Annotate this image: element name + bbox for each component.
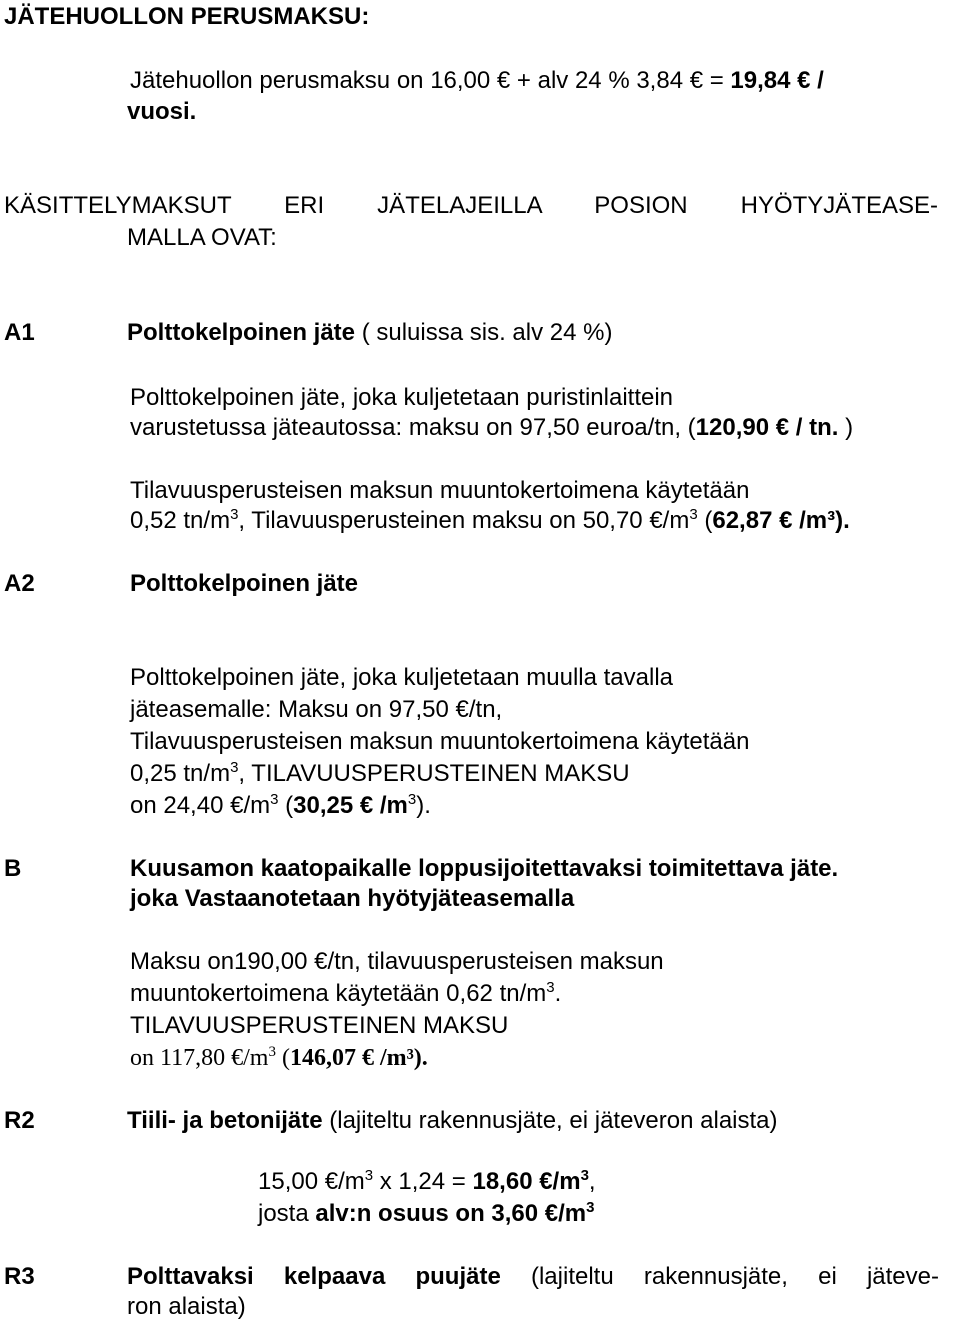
section-code-r2: R2	[4, 1107, 35, 1134]
a1-volume-text: , Tilavuusperusteinen maksu on 50,70 €/m	[238, 507, 690, 534]
a2-volume-label: , TILAVUUSPERUSTEINEN MAKSU	[238, 760, 630, 787]
a2-open: (	[278, 792, 294, 819]
r2-vat-value: alv:n osuus on 3,60 €/m	[315, 1200, 587, 1227]
r2-base: 15,00 €/m	[258, 1168, 365, 1195]
r2-multiplier: x 1,24 =	[373, 1168, 473, 1195]
b-factor: muuntokertoimena käytetään 0,62 tn/m	[130, 980, 547, 1007]
a2-line1: Polttokelpoinen jäte, joka kuljetetaan muulla tavalla	[130, 664, 674, 691]
a2-factor: 0,25 tn/m	[130, 760, 231, 787]
r2-line1	[258, 1167, 596, 1197]
a2-price-m3: 30,25 € /m	[293, 792, 408, 819]
heading-handling-line1: KÄSITTELYMAKSUT ERI JÄTELAJEILLA POSION HYÖTYJÄTEASE-	[4, 192, 938, 219]
b-line1: Maksu on190,00 €/tn, tilavuusperusteisen maksun	[130, 948, 664, 975]
section-title-r2	[127, 1106, 778, 1136]
r2-sup-2: 3	[580, 1167, 589, 1184]
a2-line4	[130, 759, 630, 789]
a2-sup-2: 3	[270, 791, 279, 808]
basic-fee-total: 19,84 € /	[730, 67, 824, 94]
a1-price-m3: 62,87 € /m³).	[712, 507, 850, 534]
a1-title: Polttokelpoinen jäte	[127, 319, 356, 346]
a1-title-note: ( suluissa sis. alv 24 %)	[355, 319, 613, 346]
r3-title: Polttavaksi kelpaava puujäte	[127, 1263, 501, 1290]
a2-sup-3: 3	[407, 791, 417, 808]
r2-total-price	[472, 1168, 588, 1195]
b-sup-1: 3	[546, 979, 555, 996]
section-code-r3: R3	[4, 1263, 35, 1290]
a1-open: (	[697, 507, 713, 534]
basic-fee-text: Jätehuollon perusmaksu on 16,00 € + alv 24 % 3,84 € =	[130, 67, 731, 94]
r2-total-value: 18,60 €/m	[472, 1168, 581, 1195]
r3-line2: ron alaista)	[127, 1293, 246, 1320]
a2-sup-1: 3	[230, 759, 239, 776]
b-sup-2: 3	[268, 1044, 276, 1060]
b-line2	[130, 979, 561, 1009]
b-line4	[130, 1043, 428, 1073]
b-price-text: on 117,80 €/m	[130, 1045, 269, 1071]
r2-sup-3: 3	[586, 1199, 595, 1216]
section-title-a1	[127, 318, 612, 348]
b-price-m3: 146,07 € /m³).	[289, 1045, 428, 1071]
b-period: .	[554, 980, 562, 1007]
section-title-a2: Polttokelpoinen jäte	[130, 570, 359, 597]
a1-price-tn: 120,90 € / tn.	[695, 414, 839, 441]
b-title-line1: Kuusamon kaatopaikalle loppusijoitettavaksi toimitettava jäte.	[130, 855, 839, 882]
section-code-a2: A2	[4, 570, 35, 597]
a1-p2-line1: Tilavuusperusteisen maksun muuntokertoimena käytetään	[130, 477, 750, 504]
heading-handling-line2: MALLA OVAT:	[127, 224, 277, 251]
basic-fee-line1	[130, 66, 824, 96]
a1-factor: 0,52 tn/m	[130, 507, 231, 534]
r2-title: Tiili- ja betonijäte	[127, 1107, 323, 1134]
a1-p1-text: varustetussa jäteautossa: maksu on 97,50 euroa/tn, (	[130, 414, 696, 441]
a1-p1-close: )	[838, 414, 854, 441]
r2-vat-share	[315, 1200, 594, 1227]
r2-title-note: (lajiteltu rakennusjäte, ei jäteveron alaista)	[322, 1107, 778, 1134]
a1-sup-2: 3	[689, 506, 698, 523]
basic-fee-line2: vuosi.	[127, 98, 197, 125]
b-title-line2: joka Vastaanotetaan hyötyjäteasemalla	[130, 885, 575, 912]
section-code-a1: A1	[4, 319, 35, 346]
a1-sup-1: 3	[230, 506, 239, 523]
a2-line5	[130, 791, 431, 821]
r2-line2	[258, 1199, 594, 1229]
a1-p1-line2	[130, 413, 853, 443]
a2-close: ).	[416, 792, 431, 819]
r2-vat-prefix: josta	[258, 1200, 316, 1227]
a2-line3: Tilavuusperusteisen maksun muuntokertoimena käytetään	[130, 728, 750, 755]
a2-line2: jäteasemalle: Maksu on 97,50 €/tn,	[130, 696, 503, 723]
a1-p1-line1: Polttokelpoinen jäte, joka kuljetetaan puristinlaittein	[130, 384, 674, 411]
r2-comma: ,	[588, 1168, 596, 1195]
heading-basic-fee: JÄTEHUOLLON PERUSMAKSU:	[4, 3, 370, 30]
b-line3: TILAVUUSPERUSTEINEN MAKSU	[130, 1012, 509, 1039]
r2-sup-1: 3	[364, 1167, 374, 1184]
a2-price-text: on 24,40 €/m	[130, 792, 271, 819]
a1-p2-line2	[130, 506, 850, 536]
r3-title-note: (lajiteltu rakennusjäte, ei jäteve-	[500, 1263, 939, 1290]
section-code-b: B	[4, 855, 22, 882]
section-title-r3	[127, 1262, 939, 1292]
b-open: (	[275, 1045, 290, 1071]
